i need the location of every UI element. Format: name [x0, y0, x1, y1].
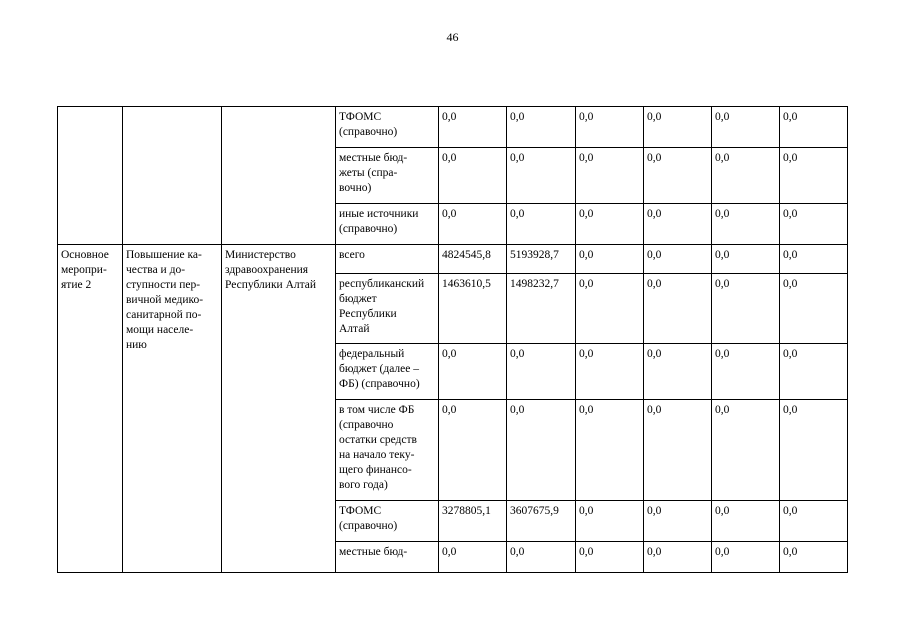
value-cell: 0,0: [712, 274, 780, 344]
value-cell: 0,0: [439, 542, 507, 573]
activity-goal-cell: Повышение ка- чества и до- ступности пер- вичной медико- санитарной по- мощи населе- нию: [123, 245, 222, 573]
funding-source-cell: всего: [336, 245, 439, 274]
value-cell: 0,0: [712, 204, 780, 245]
value-cell: 0,0: [644, 245, 712, 274]
value-cell: 0,0: [644, 344, 712, 400]
value-cell: 0,0: [644, 400, 712, 501]
value-cell: 0,0: [780, 274, 848, 344]
value-cell: 3607675,9: [507, 501, 576, 542]
value-cell: 0,0: [712, 501, 780, 542]
value-cell: 0,0: [712, 107, 780, 148]
activity-name-cell-empty: [58, 107, 123, 245]
value-cell: 0,0: [507, 400, 576, 501]
table-row: [58, 245, 848, 274]
value-cell: 0,0: [576, 274, 644, 344]
table-row: [58, 107, 848, 148]
value-cell: 4824545,8: [439, 245, 507, 274]
value-cell: 3278805,1: [439, 501, 507, 542]
value-cell: 0,0: [780, 204, 848, 245]
value-cell: 0,0: [644, 148, 712, 204]
value-cell: 0,0: [507, 204, 576, 245]
value-cell: 0,0: [712, 148, 780, 204]
value-cell: 1498232,7: [507, 274, 576, 344]
value-cell: 0,0: [712, 245, 780, 274]
value-cell: 0,0: [576, 501, 644, 542]
value-cell: 0,0: [507, 542, 576, 573]
activity-name-cell: Основное меропри- ятие 2: [58, 245, 123, 573]
value-cell: 0,0: [780, 501, 848, 542]
value-cell: 0,0: [780, 344, 848, 400]
value-cell: 0,0: [576, 344, 644, 400]
value-cell: 0,0: [439, 204, 507, 245]
value-cell: 0,0: [644, 107, 712, 148]
budget-table: [57, 106, 848, 573]
value-cell: 0,0: [576, 204, 644, 245]
value-cell: 0,0: [576, 400, 644, 501]
value-cell: 0,0: [644, 542, 712, 573]
funding-source-cell: местные бюд- жеты (спра- вочно): [336, 148, 439, 204]
value-cell: 0,0: [439, 107, 507, 148]
value-cell: 0,0: [439, 344, 507, 400]
funding-source-cell: ТФОМС (справочно): [336, 501, 439, 542]
value-cell: 0,0: [576, 107, 644, 148]
value-cell: 0,0: [780, 148, 848, 204]
funding-source-cell: ТФОМС (справочно): [336, 107, 439, 148]
value-cell: 0,0: [780, 245, 848, 274]
funding-source-cell: республиканский бюджет Республики Алтай: [336, 274, 439, 344]
value-cell: 0,0: [439, 148, 507, 204]
value-cell: 0,0: [644, 274, 712, 344]
executor-cell-empty: [222, 107, 336, 245]
value-cell: 0,0: [439, 400, 507, 501]
value-cell: 0,0: [644, 204, 712, 245]
page-number: 46: [446, 30, 459, 44]
value-cell: 0,0: [780, 107, 848, 148]
value-cell: 0,0: [712, 344, 780, 400]
value-cell: 0,0: [507, 148, 576, 204]
value-cell: 0,0: [576, 245, 644, 274]
funding-source-cell: в том числе ФБ (справочно остатки средств на начало теку- щего финансо- вого года): [336, 400, 439, 501]
value-cell: 0,0: [644, 501, 712, 542]
funding-source-cell: местные бюд-: [336, 542, 439, 573]
funding-source-cell: федеральный бюджет (далее – ФБ) (справочно): [336, 344, 439, 400]
value-cell: 0,0: [780, 542, 848, 573]
value-cell: 0,0: [507, 344, 576, 400]
funding-source-cell: иные источники (справочно): [336, 204, 439, 245]
value-cell: 1463610,5: [439, 274, 507, 344]
value-cell: 0,0: [712, 542, 780, 573]
value-cell: 0,0: [576, 148, 644, 204]
value-cell: 0,0: [712, 400, 780, 501]
executor-cell: Министерство здравоохранения Республики Алтай: [222, 245, 336, 573]
value-cell: 0,0: [780, 400, 848, 501]
value-cell: 5193928,7: [507, 245, 576, 274]
value-cell: 0,0: [507, 107, 576, 148]
value-cell: 0,0: [576, 542, 644, 573]
activity-goal-cell-empty: [123, 107, 222, 245]
